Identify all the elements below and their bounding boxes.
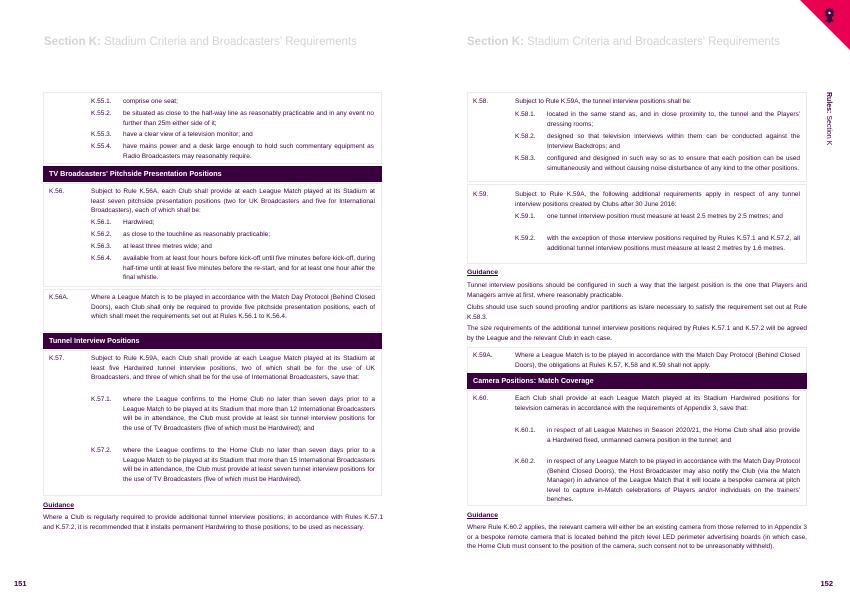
rules-box-k56 bbox=[43, 183, 382, 287]
guidance-1-para-3: The size requirements of the additional tunnel interview positions required by Rules K.57.1 and K.57.2 will be agreed by the League and the relevant Club in each case. bbox=[467, 325, 807, 342]
rule-k59a: K.59A. Where a League Match is to be played in accordance with the Match Day Protocol (Behind Closed Doors), the obligations at Rules K.57, K.58 and K.59 shall not apply. bbox=[473, 352, 800, 369]
rules-box-k60 bbox=[467, 390, 807, 506]
guidance-title: Guidance bbox=[43, 502, 74, 509]
rules-box-k56a bbox=[43, 289, 382, 332]
page-152 bbox=[425, 0, 850, 603]
guidance-2-text: Where Rule K.60.2 applies, the relevant camera will either be an existing camera from those referred to in Appendix 3 or a bespoke remote camera that is located behind the pitch level LED perimeter advertising boards (in which case, the Home Club must consent to the position of the camera, such consent not to be unreasonably withheld). bbox=[467, 524, 807, 551]
section-heading: Section K: Stadium Criteria and Broadcasters' Requirements bbox=[467, 36, 780, 48]
rule-k57-2: K.57.2. where the League confirms to the Home Club no later than seven days prior to a League Match to be played at its Stadium that more than 15 International Broadcasters will be in attendance, the Club must provide at least seven tunnel interview positions for the use of TV Broadcasters (five of which must be Hardwired). bbox=[91, 447, 375, 483]
guidance-title-2: Guidance bbox=[467, 512, 498, 519]
rule-k58: K.58. Subject to Rule K.59A, the tunnel interview positions shall be: bbox=[473, 98, 692, 105]
rule-k55-3: K.55.3. have a clear view of a television monitor; and bbox=[91, 131, 253, 138]
rule-k60-1: K.60.1. in respect of all League Matches in Season 2020/21, the Home Club shall also provide a Hardwired fixed, unmanned camera position in the tunnel; and bbox=[515, 427, 800, 444]
rule-k56-4: K.56.4. available from at least four hours before kick-off until five minutes before kick-off, during half-time until at least five minutes before the re-start, and for at least one hour after the final whistle. bbox=[91, 255, 375, 282]
rule-k59-1: K.59.1. one tunnel interview position must measure at least 2.5 metres by 2.5 metres; and bbox=[515, 213, 783, 220]
section-heading: Section K: Stadium Criteria and Broadcasters' Requirements bbox=[44, 36, 357, 48]
band-tunnel-interview: Tunnel Interview Positions bbox=[43, 333, 382, 349]
rule-k56-2: K.56.2. as close to the touchline as reasonably practicable; bbox=[91, 231, 271, 238]
band-camera-positions: Camera Positions: Match Coverage bbox=[467, 373, 807, 389]
rules-box-k59a bbox=[467, 347, 807, 374]
rule-k59: K.59. Subject to Rule K.59A, the following additional requirements apply in respect of any tunnel interview positions created by Clubs after 30 June 2016: bbox=[473, 191, 800, 208]
rule-k56-3: K.56.3. at least three metres wide; and bbox=[91, 243, 212, 250]
rule-k57-1: K.57.1. where the League confirms to the Home Club no later than seven days prior to a League Match to be played at its Stadium that more than 12 International Broadcasters will be in attendance, the Club must provide at least six tunnel interview positions for the use of TV Broadcasters (five of which must be Hardwired); and bbox=[91, 396, 375, 432]
rule-k55-4: K.55.4. have mains power and a desk large enough to hold such commentary equipment as Radio Broadcasters may reasonably require. bbox=[91, 143, 374, 160]
rule-k55-2: K.55.2. be situated as close to the half-way line as reasonably practicable and in any event no further than 25m either side of it; bbox=[91, 110, 374, 127]
side-rules-label: Rules: Section K bbox=[825, 92, 832, 146]
page-number: 151 bbox=[14, 579, 27, 588]
rule-k58-2: K.58.2. designed so that television interviews within them can be conducted against the Interview Backdrops; and bbox=[515, 133, 800, 150]
guidance-1-para-2: Clubs should use such sound proofing and/or partitions as is/are necessary to satisfy the requirement set out at Rule K.58.3. bbox=[467, 304, 807, 321]
rules-box-k58 bbox=[467, 92, 807, 182]
rules-box-k57 bbox=[43, 350, 382, 496]
rule-k58-1: K.58.1. located in the same stand as, and in close proximity to, the tunnel and the Players' dressing rooms; bbox=[515, 111, 800, 128]
guidance-text: Where a Club is regularly required to provide additional tunnel interview positions, in accordance with Rules K.57.1 and K.57.2, it is recommended that it installs permanent Hardwiring to those positions, to be used as necessary. bbox=[43, 514, 383, 531]
rules-box-k55 bbox=[43, 92, 382, 164]
rule-k56a: K.56A. Where a League Match is to be played in accordance with the Match Day Protocol (Behind Closed Doors), each Club shall only be required to provide five pitchside presentation positions, each of which shall meet the requirements set out at Rules K.56.1 to K.56.4. bbox=[49, 294, 375, 321]
guidance-title-1: Guidance bbox=[467, 269, 498, 276]
rule-k57: K.57. Subject to Rule K.59A, each Club shall provide at each League Match played at its Stadium at least five Hardwired tunnel interview positions, two of which shall be for the use of UK Broadcasters, and three of which shall be for the use of International Broadcasters, save that: bbox=[49, 355, 375, 382]
rule-k60-2: K.60.2. in respect of any League Match to be played in accordance with the Match Day Protocol (Behind Closed Doors), the Host Broadcaster may also notify the Club (via the Match Manager) in advance of the League Match that it will locate a bespoke camera at pitch level to capture in-Match celebrations of Players and/or individuals on the trainers' benches. bbox=[515, 458, 800, 504]
rules-box-k59 bbox=[467, 184, 807, 264]
rule-k56-1: K.56.1. Hardwired; bbox=[91, 219, 155, 226]
rule-k59-2: K.59.2. with the exception of those interview positions required by Rules K.57.1 and K.57.2, all additional tunnel interview positions must measure at least 2 metres by 1.6 metres. bbox=[515, 235, 800, 252]
rule-k58-3: K.58.3. configured and designed in such way so as to ensure that each position can be used simultaneously and without causing noise disturbance of any kind to the other positions. bbox=[515, 155, 800, 172]
lion-crest-icon bbox=[822, 7, 837, 24]
rule-k56: K.56. Subject to Rule K.56A, each Club shall provide at each League Match played at its Stadium at least seven pitchside presentation positions (two for UK Broadcasters and five for International Broadcasters), each of which shall be: bbox=[49, 188, 375, 215]
rule-k60: K.60. Each Club shall provide at each League Match played at its Stadium Hardwired positions for television cameras in accordance with the requirements of Appendix 3, save that: bbox=[473, 395, 800, 412]
page-number: 152 bbox=[820, 579, 833, 588]
rule-k55-1: K.55.1. comprise one seat; bbox=[91, 98, 178, 105]
guidance-1-para-1: Tunnel interview positions should be configured in such a way that the largest position is the one that Players and Managers arrive at first, where reasonably practicable. bbox=[467, 282, 807, 299]
band-tv-pitchside: TV Broadcasters' Pitchside Presentation Positions bbox=[43, 166, 382, 182]
